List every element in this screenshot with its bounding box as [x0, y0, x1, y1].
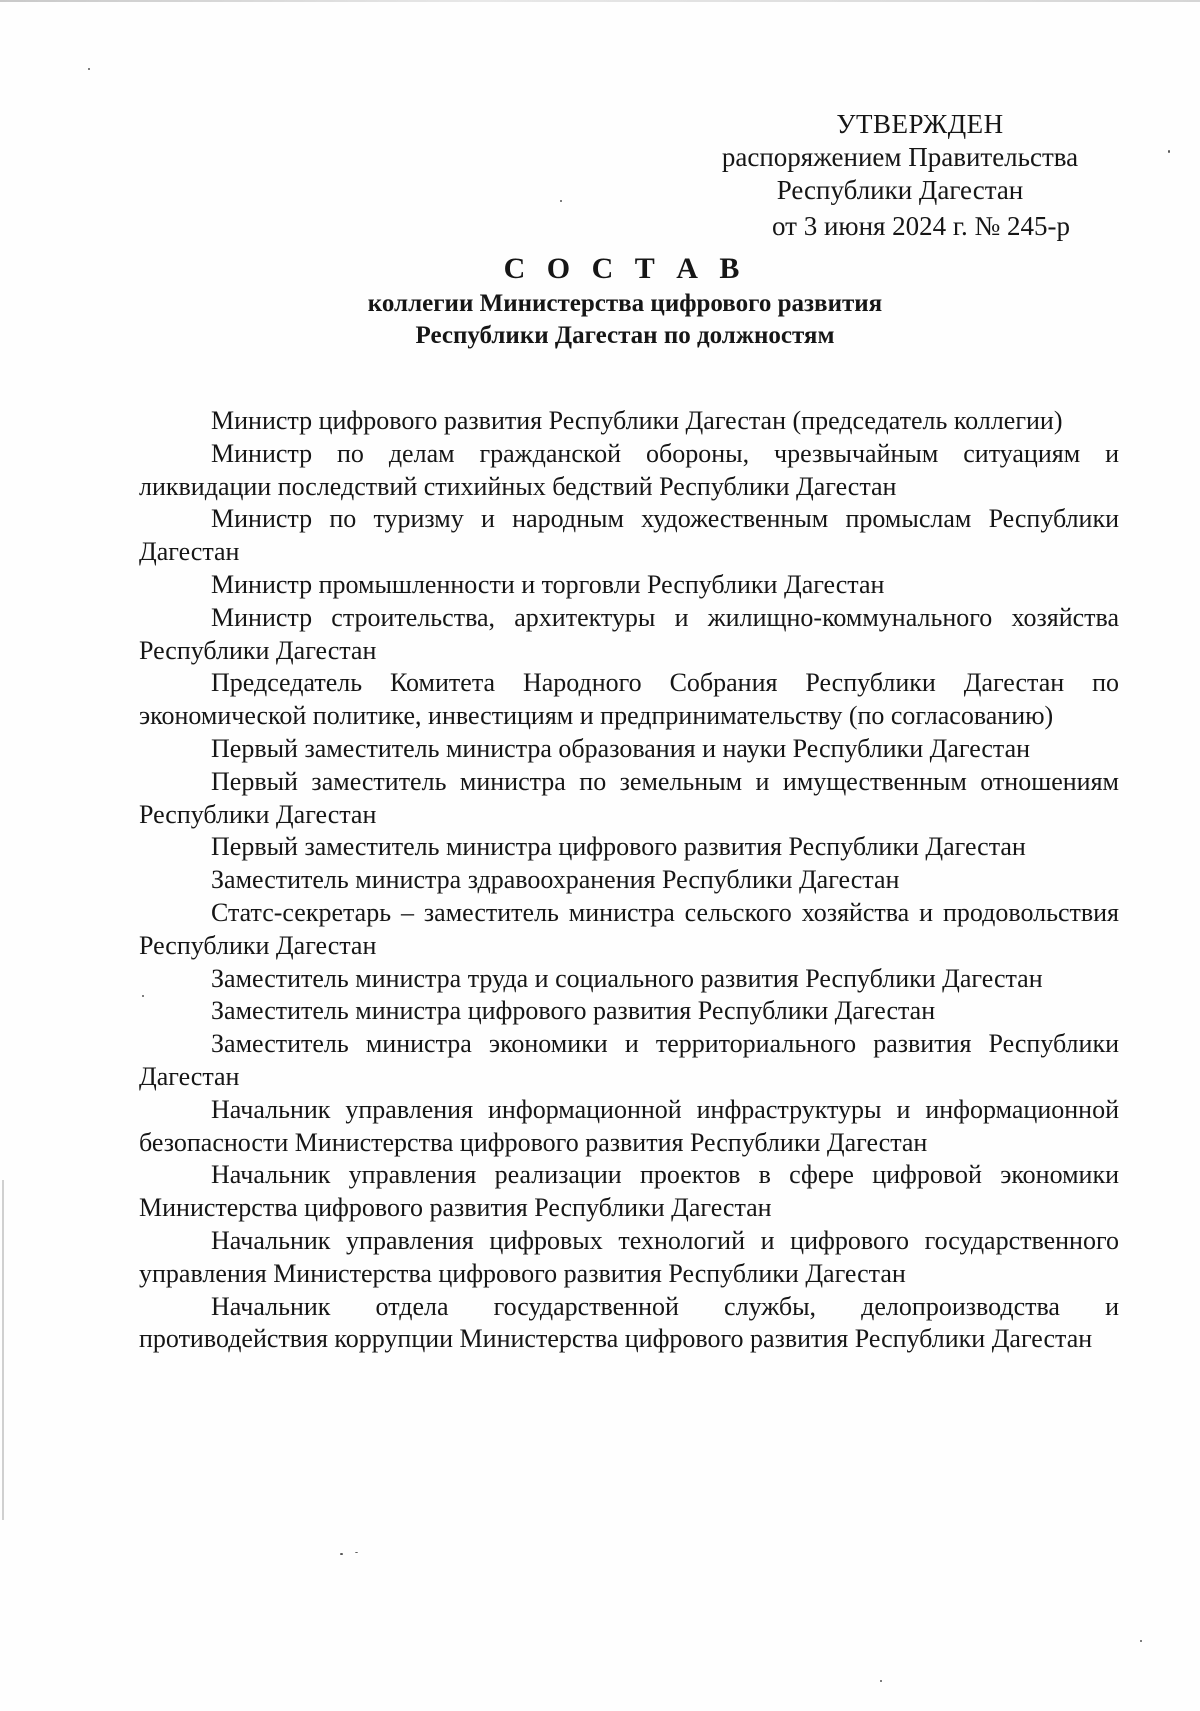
- member-item: Министр по делам гражданской обороны, чрезвычайным ситуациям и ликвидации последствий стихийных бедствий Республики Дагестан: [139, 438, 1119, 501]
- member-item: Первый заместитель министра по земельным и имущественным отношениям Республики Дагестан: [139, 766, 1119, 829]
- scan-speck: [88, 68, 90, 70]
- member-item: Заместитель министра экономики и территориального развития Республики Дагестан: [139, 1029, 1119, 1091]
- member-item: Первый заместитель министра образования и науки Республики Дагестан: [211, 733, 1031, 763]
- member-item: Первый заместитель министра цифрового развития Республики Дагестан: [211, 832, 1026, 862]
- member-item: Заместитель министра цифрового развития Республики Дагестан: [211, 996, 936, 1026]
- members-list: [139, 405, 1119, 1356]
- member-item: Министр строительства, архитектуры и жилищно-коммунального хозяйства Республики Дагестан: [139, 602, 1119, 665]
- scan-speck: [142, 995, 144, 997]
- scan-speck: [340, 1553, 343, 1555]
- title-heading: С О С Т А В: [503, 252, 747, 285]
- member-item: Начальник управления информационной инфраструктуры и информационной безопасности Министерства цифрового развития Республики Дагестан: [139, 1094, 1119, 1157]
- scan-speck: [560, 200, 562, 202]
- approval-line-2: Республики Дагестан: [776, 175, 1024, 205]
- scan-speck: [1140, 1640, 1142, 1642]
- approval-date-number: от 3 июня 2024 г. № 245-р: [772, 211, 1070, 241]
- member-item: Заместитель министра труда и социального развития Республики Дагестан: [211, 963, 1043, 993]
- title-subheading-2: Республики Дагестан по должностям: [415, 322, 835, 349]
- member-item: Начальник управления цифровых технологий и цифрового государственного управления Министерства цифрового развития Республики Дагестан: [139, 1225, 1119, 1288]
- approval-block: [700, 108, 1100, 207]
- scan-speck: [355, 1552, 358, 1553]
- member-item: Статс-секретарь – заместитель министра сельского хозяйства и продовольствия Республики Дагестан: [139, 897, 1119, 960]
- document-title: [0, 250, 1200, 352]
- scan-edge-left: [2, 1180, 4, 1520]
- member-item: Заместитель министра здравоохранения Республики Дагестан: [211, 865, 900, 895]
- member-item: Начальник управления реализации проектов в сфере цифровой экономики Министерства цифрового развития Республики Дагестан: [139, 1160, 1119, 1223]
- scan-speck: [880, 1680, 882, 1682]
- member-item: Министр промышленности и торговли Республики Дагестан: [211, 569, 885, 599]
- scan-edge-top: [0, 0, 1200, 2]
- member-item: Председатель Комитета Народного Собрания Республики Дагестан по экономической политике, инвестициям и предпринимательству (по согласованию): [139, 668, 1119, 731]
- title-subheading-1: коллегии Министерства цифрового развития: [367, 290, 883, 317]
- member-item: Министр по туризму и народным художественным промыслам Республики Дагестан: [139, 504, 1119, 567]
- approval-line-1: распоряжением Правительства: [721, 142, 1079, 172]
- member-item: Начальник отдела государственной службы, делопроизводства и противодействия коррупции Министерства цифрового развития Республики Дагестан: [139, 1291, 1119, 1354]
- approval-status: УТВЕРЖДЕН: [836, 109, 1004, 139]
- scan-speck: [1168, 150, 1170, 153]
- member-item: Министр цифрового развития Республики Дагестан (председатель коллегии): [211, 406, 1063, 435]
